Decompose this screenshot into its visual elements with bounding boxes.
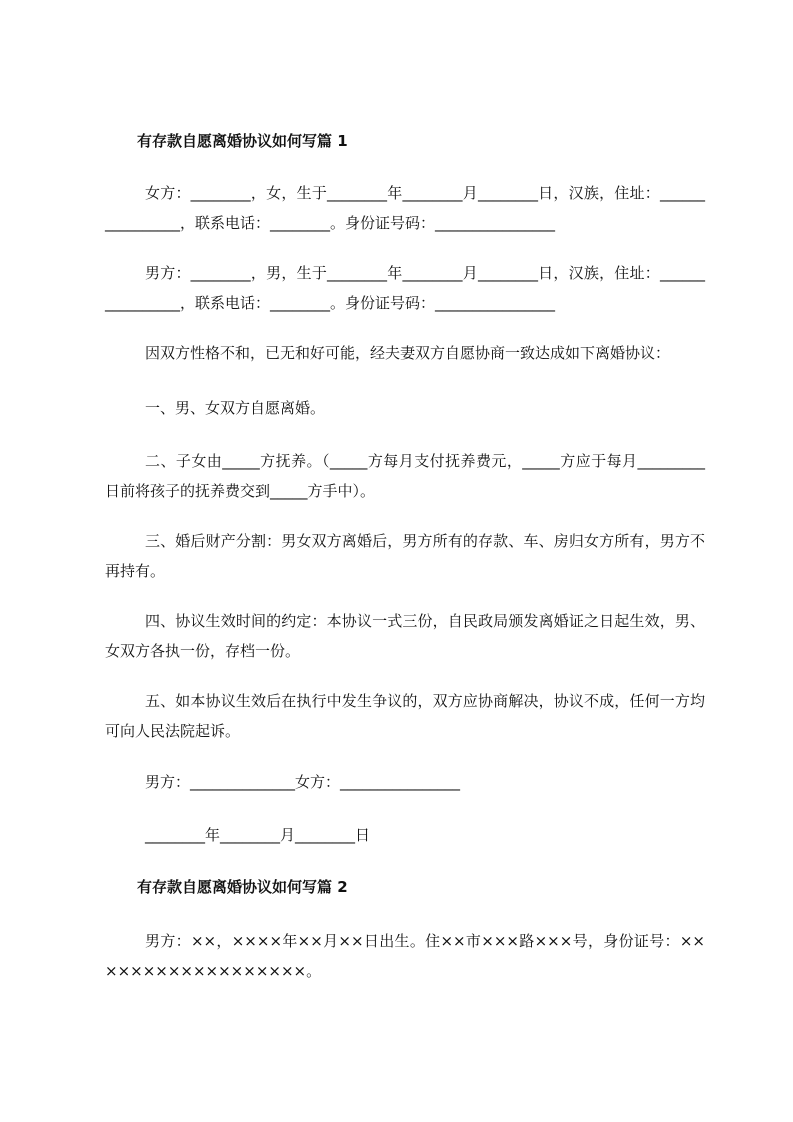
clause-4: 四、协议生效时间的约定：本协议一式三份，自民政局颁发离婚证之日起生效，男、女双方各执一份，存档一份。 [105,612,705,660]
section1-woman-info: 女方：________，女，生于________年________月________日，汉族，住址：________________，联系电话：________。身份证号码：________________ [105,184,705,232]
clause-2: 二、子女由_____方抚养。（_____方每月支付抚养费元，_____方应于每月_________日前将孩子的抚养费交到_____方手中）。 [105,452,705,500]
clause-1: 一、男、女双方自愿离婚。 [145,399,326,417]
clause-3: 三、婚后财产分割：男女双方离婚后，男方所有的存款、车、房归女方所有，男方不再持有。 [105,532,705,580]
section1-title: 有存款自愿离婚协议如何写篇 1 [137,132,348,150]
section1-intro: 因双方性格不和，已无和好可能，经夫妻双方自愿协商一致达成如下离婚协议： [145,344,671,362]
section2-man-info: 男方：××，××××年××月××日出生。住××市×××路×××号，身份证号：××××××××××××××××××。 [105,932,705,980]
clause-5: 五、如本协议生效后在执行中发生争议的，双方应协商解决，协议不成，任何一方均可向人民法院起诉。 [105,692,705,740]
date-line: ________年________月________日 [145,826,371,844]
section2-title: 有存款自愿离婚协议如何写篇 2 [137,878,348,896]
section1-man-info: 男方：________，男，生于________年________月________日，汉族，住址：________________，联系电话：________。身份证号码：________________ [105,264,705,312]
signature-line: 男方：______________女方：________________ [145,773,461,791]
